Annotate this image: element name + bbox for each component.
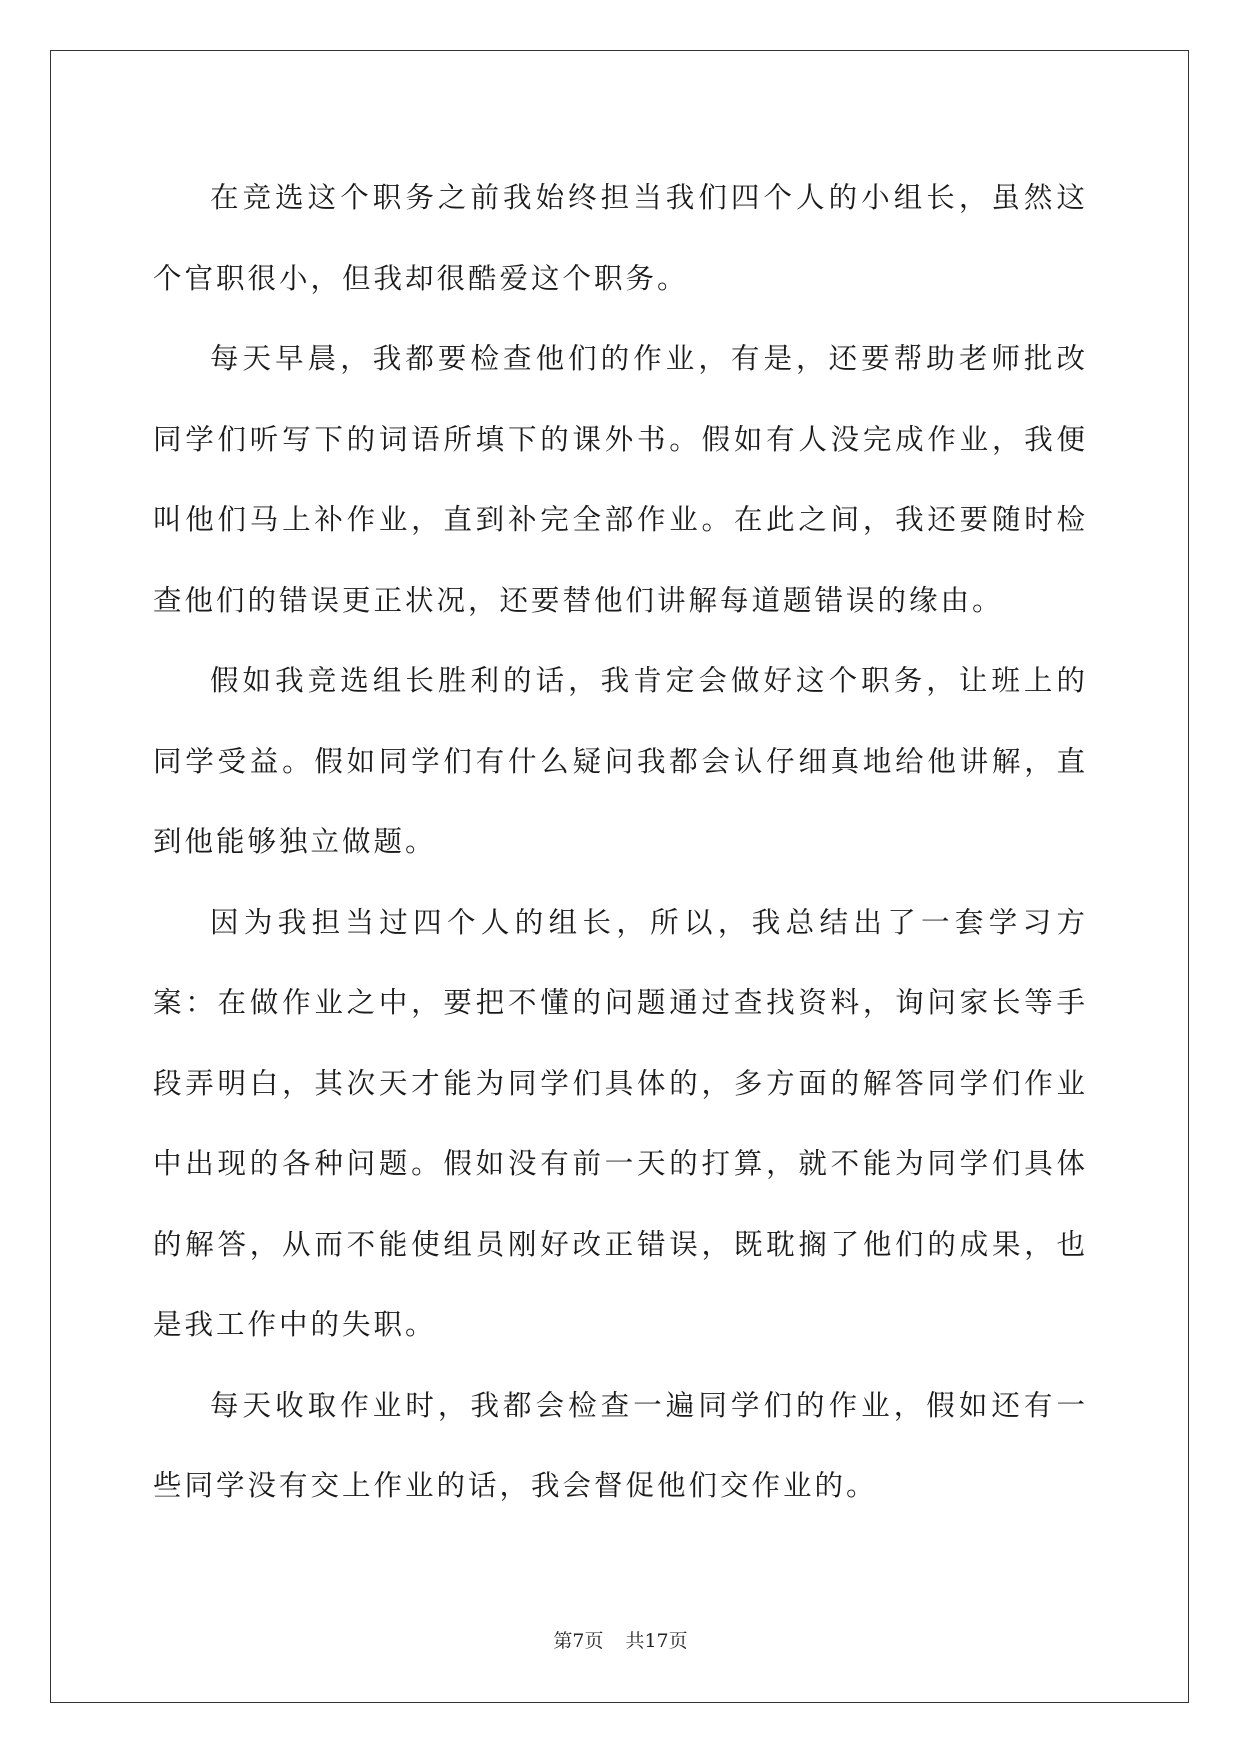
paragraph-1: 在竞选这个职务之前我始终担当我们四个人的小组长，虽然这个官职很小，但我却很酷爱这个职务。 [153, 181, 1088, 295]
page-number-total: 共17页 [625, 1630, 688, 1652]
page-number-current: 第7页 [553, 1630, 604, 1652]
document-body [153, 158, 1088, 1527]
paragraph-5: 每天收取作业时，我都会检查一遍同学们的作业，假如还有一些同学没有交上作业的话，我会督促他们交作业的。 [153, 1388, 1088, 1502]
paragraph-4: 因为我担当过四个人的组长，所以，我总结出了一套学习方案：在做作业之中，要把不懂的问题通过查找资料，询问家长等手段弄明白，其次天才能为同学们具体的，多方面的解答同学们作业中出现的各种问题。假如没有前一天的打算，就不能为同学们具体的解答，从而不能使组员刚好改正错误，既耽搁了他们的成果，也是我工作中的失职。 [153, 905, 1088, 1341]
page-footer [0, 1626, 1241, 1653]
paragraph-2: 每天早晨，我都要检查他们的作业，有是，还要帮助老师批改同学们听写下的词语所填下的课外书。假如有人没完成作业，我便叫他们马上补作业，直到补完全部作业。在此之间，我还要随时检查他们的错误更正状况，还要替他们讲解每道题错误的缘由。 [153, 342, 1088, 617]
paragraph-3: 假如我竞选组长胜利的话，我肯定会做好这个职务，让班上的同学受益。假如同学们有什么疑问我都会认仔细真地给他讲解，直到他能够独立做题。 [153, 664, 1088, 858]
